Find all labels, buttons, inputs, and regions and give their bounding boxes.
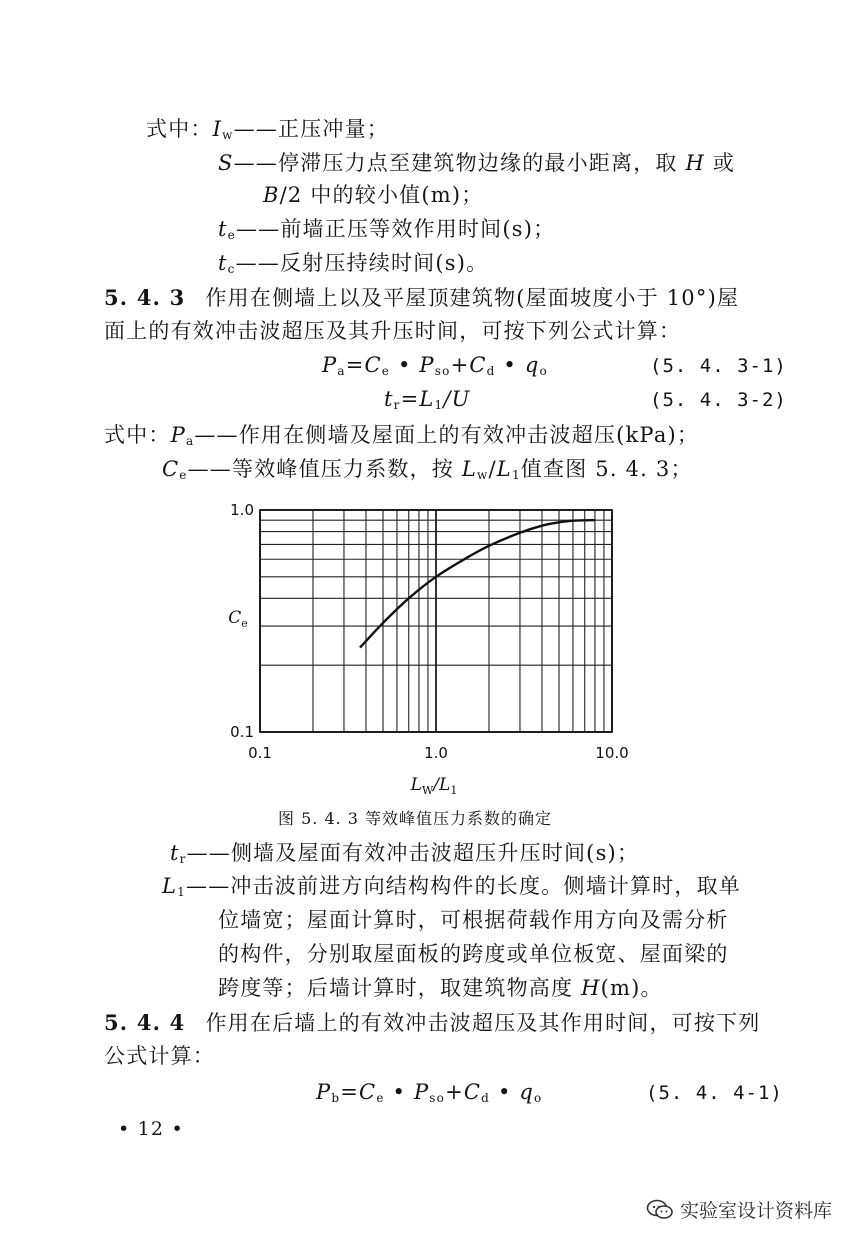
def-l1-line-3: 的构件，分别取屋面板的跨度或单位板宽、屋面梁的 bbox=[218, 942, 729, 966]
ce-symbol: C bbox=[162, 457, 180, 481]
iw-description: ——正压冲量； bbox=[233, 117, 389, 141]
section-543-text-2: 面上的有效冲击波超压及其升压时间，可按下列公式计算： bbox=[104, 319, 682, 343]
ce-chart bbox=[226, 498, 646, 798]
ce-lw-sub: w bbox=[477, 468, 489, 482]
l1-h-symbol: H bbox=[581, 976, 601, 1000]
eq-l1-sub: 1 bbox=[434, 398, 444, 412]
tc-subscript: c bbox=[227, 262, 236, 276]
ce-subscript: e bbox=[179, 468, 188, 482]
eq-ce: =C bbox=[345, 353, 382, 377]
eq-qo-sub: o bbox=[539, 364, 548, 378]
def-iw-line bbox=[146, 114, 389, 150]
eq-cd-sub-2: d bbox=[481, 1091, 491, 1105]
def-tr-line bbox=[170, 838, 639, 874]
section-543-line-2 bbox=[104, 316, 681, 346]
watermark bbox=[646, 1196, 832, 1223]
tc-description: ——反射压持续时间(s)。 bbox=[235, 251, 489, 275]
x-tick-label: 1.0 bbox=[424, 744, 448, 762]
def-l1-line bbox=[162, 871, 741, 907]
x-label-sub-2: 1 bbox=[450, 784, 458, 797]
equation-544-1 bbox=[316, 1077, 542, 1113]
x-tick-label: 10.0 bbox=[595, 744, 629, 762]
ce-description: ——等效峰值压力系数，按 bbox=[187, 457, 462, 481]
te-subscript: e bbox=[227, 228, 236, 242]
section-544-line-2: 公式计算： bbox=[104, 1044, 215, 1068]
s-description: ——停滞压力点至建筑物边缘的最小距离，取 bbox=[233, 151, 686, 175]
def-l1-line-2: 位墙宽；屋面计算时，可根据荷载作用方向及需分析 bbox=[218, 908, 729, 932]
y-axis-label bbox=[228, 608, 248, 630]
l1-description: ——冲击波前进方向结构构件的长度。侧墙计算时，取单 bbox=[186, 874, 741, 898]
eq-pa-sub: a bbox=[337, 364, 346, 378]
eq-pb: P bbox=[316, 1080, 332, 1104]
x-label-main: L bbox=[410, 775, 422, 795]
page-number: • 12 • bbox=[118, 1118, 184, 1140]
chart-ticks bbox=[230, 501, 629, 762]
section-544-text: 作用在后墙上的有效冲击波超压及其作用时间，可按下列 bbox=[205, 1011, 761, 1035]
te-symbol: t bbox=[218, 217, 228, 241]
l1-description-4b: (m)。 bbox=[600, 976, 663, 1000]
y-tick-label: 1.0 bbox=[230, 501, 254, 519]
wechat-icon bbox=[646, 1199, 674, 1221]
eq-pso: • P bbox=[390, 353, 435, 377]
eq-tr-sub: r bbox=[393, 398, 401, 412]
x-label-sub-1: W bbox=[421, 784, 434, 797]
eq-pso-2: • P bbox=[384, 1080, 430, 1104]
tr-description: ——侧墙及屋面有效冲击波超压升压时间(s)； bbox=[186, 841, 640, 865]
s-h-symbol: H bbox=[685, 151, 705, 175]
ce-slash: / bbox=[488, 457, 497, 481]
s-symbol: S bbox=[218, 151, 234, 175]
tc-symbol: t bbox=[218, 251, 228, 275]
eq-cd: +C bbox=[450, 353, 487, 377]
l1-description-4: 跨度等；后墙计算时，取建筑物高度 bbox=[218, 976, 582, 1000]
ce-l1: L bbox=[496, 457, 512, 481]
x-axis-label bbox=[410, 775, 458, 797]
eq-qo-sub-2: o bbox=[534, 1091, 543, 1105]
eq-pso-sub: so bbox=[434, 364, 451, 378]
figure-caption: 图 5. 4. 3 等效峰值压力系数的确定 bbox=[278, 809, 553, 828]
x-label-mid: /L bbox=[433, 775, 451, 795]
eq-pa: P bbox=[322, 353, 338, 377]
eq-u: /U bbox=[443, 387, 471, 411]
ce-l1-sub: 1 bbox=[511, 468, 521, 482]
def-lead: 式中： bbox=[146, 117, 213, 141]
eq-qo: • q bbox=[495, 353, 540, 377]
y-label-main: C bbox=[228, 607, 242, 628]
def-te-line bbox=[218, 214, 555, 250]
equation-543-2 bbox=[384, 384, 471, 420]
section-543-number: 5. 4. 3 bbox=[104, 285, 186, 310]
eq-cd-sub: d bbox=[486, 364, 496, 378]
section-544-line-1 bbox=[104, 1008, 760, 1038]
def-s-line bbox=[218, 148, 735, 178]
def-l1-line-4 bbox=[218, 973, 663, 1003]
eq-pso-sub-2: so bbox=[429, 1091, 446, 1105]
eq-pb-sub: b bbox=[331, 1091, 341, 1105]
s-or: 或 bbox=[704, 151, 736, 175]
pa-description: ——作用在侧墙及屋面上的有效冲击波超压(kPa)； bbox=[194, 423, 700, 447]
ce-curve bbox=[360, 520, 595, 647]
chart-grid bbox=[260, 510, 612, 732]
tr-symbol: t bbox=[170, 841, 180, 865]
section-543-text: 作用在侧墙上以及平屋顶建筑物(屋面坡度小于 10°)屋 bbox=[205, 286, 740, 310]
y-label-sub: e bbox=[241, 616, 248, 630]
l1-symbol: L bbox=[162, 874, 178, 898]
section-543-line-1 bbox=[104, 283, 739, 313]
eq-ce-sub: e bbox=[381, 364, 391, 378]
s-b-symbol: B bbox=[263, 183, 280, 207]
eq-ce-sub-2: e bbox=[376, 1091, 385, 1105]
eq-ce-2: =C bbox=[340, 1080, 377, 1104]
equation-number-543-1: (5. 4. 3-1) bbox=[650, 355, 787, 377]
te-description: ——前墙正压等效作用时间(s)； bbox=[235, 217, 556, 241]
x-tick-label: 0.1 bbox=[248, 744, 272, 762]
iw-symbol: I bbox=[212, 117, 223, 141]
def-lead-2: 式中： bbox=[104, 423, 171, 447]
ce-lw: L bbox=[461, 457, 478, 481]
section-544-number: 5. 4. 4 bbox=[104, 1010, 186, 1035]
eq-cd-2: +C bbox=[445, 1080, 482, 1104]
def-s-line-2 bbox=[263, 180, 483, 210]
watermark-text: 实验室设计资料库 bbox=[679, 1200, 832, 1222]
y-tick-label: 0.1 bbox=[230, 723, 254, 741]
equation-543-1 bbox=[322, 350, 548, 386]
eq-l: =L bbox=[400, 387, 435, 411]
def-ce-line bbox=[162, 454, 693, 490]
def-pa-line bbox=[104, 420, 699, 456]
def-tc-line bbox=[218, 248, 488, 284]
pa-symbol: P bbox=[170, 423, 186, 447]
tr-subscript: r bbox=[179, 852, 187, 866]
eq-t: t bbox=[384, 387, 394, 411]
l1-subscript: 1 bbox=[177, 885, 186, 899]
eq-qo-2: • q bbox=[490, 1080, 535, 1104]
equation-number-543-2: (5. 4. 3-2) bbox=[650, 389, 787, 411]
ce-description-2: 值查图 5. 4. 3； bbox=[520, 457, 693, 481]
iw-subscript: w bbox=[222, 128, 234, 142]
s-description-2: /2 中的较小值(m)； bbox=[279, 183, 484, 207]
pa-subscript: a bbox=[185, 434, 195, 448]
equation-number-544-1: (5. 4. 4-1) bbox=[646, 1082, 783, 1104]
